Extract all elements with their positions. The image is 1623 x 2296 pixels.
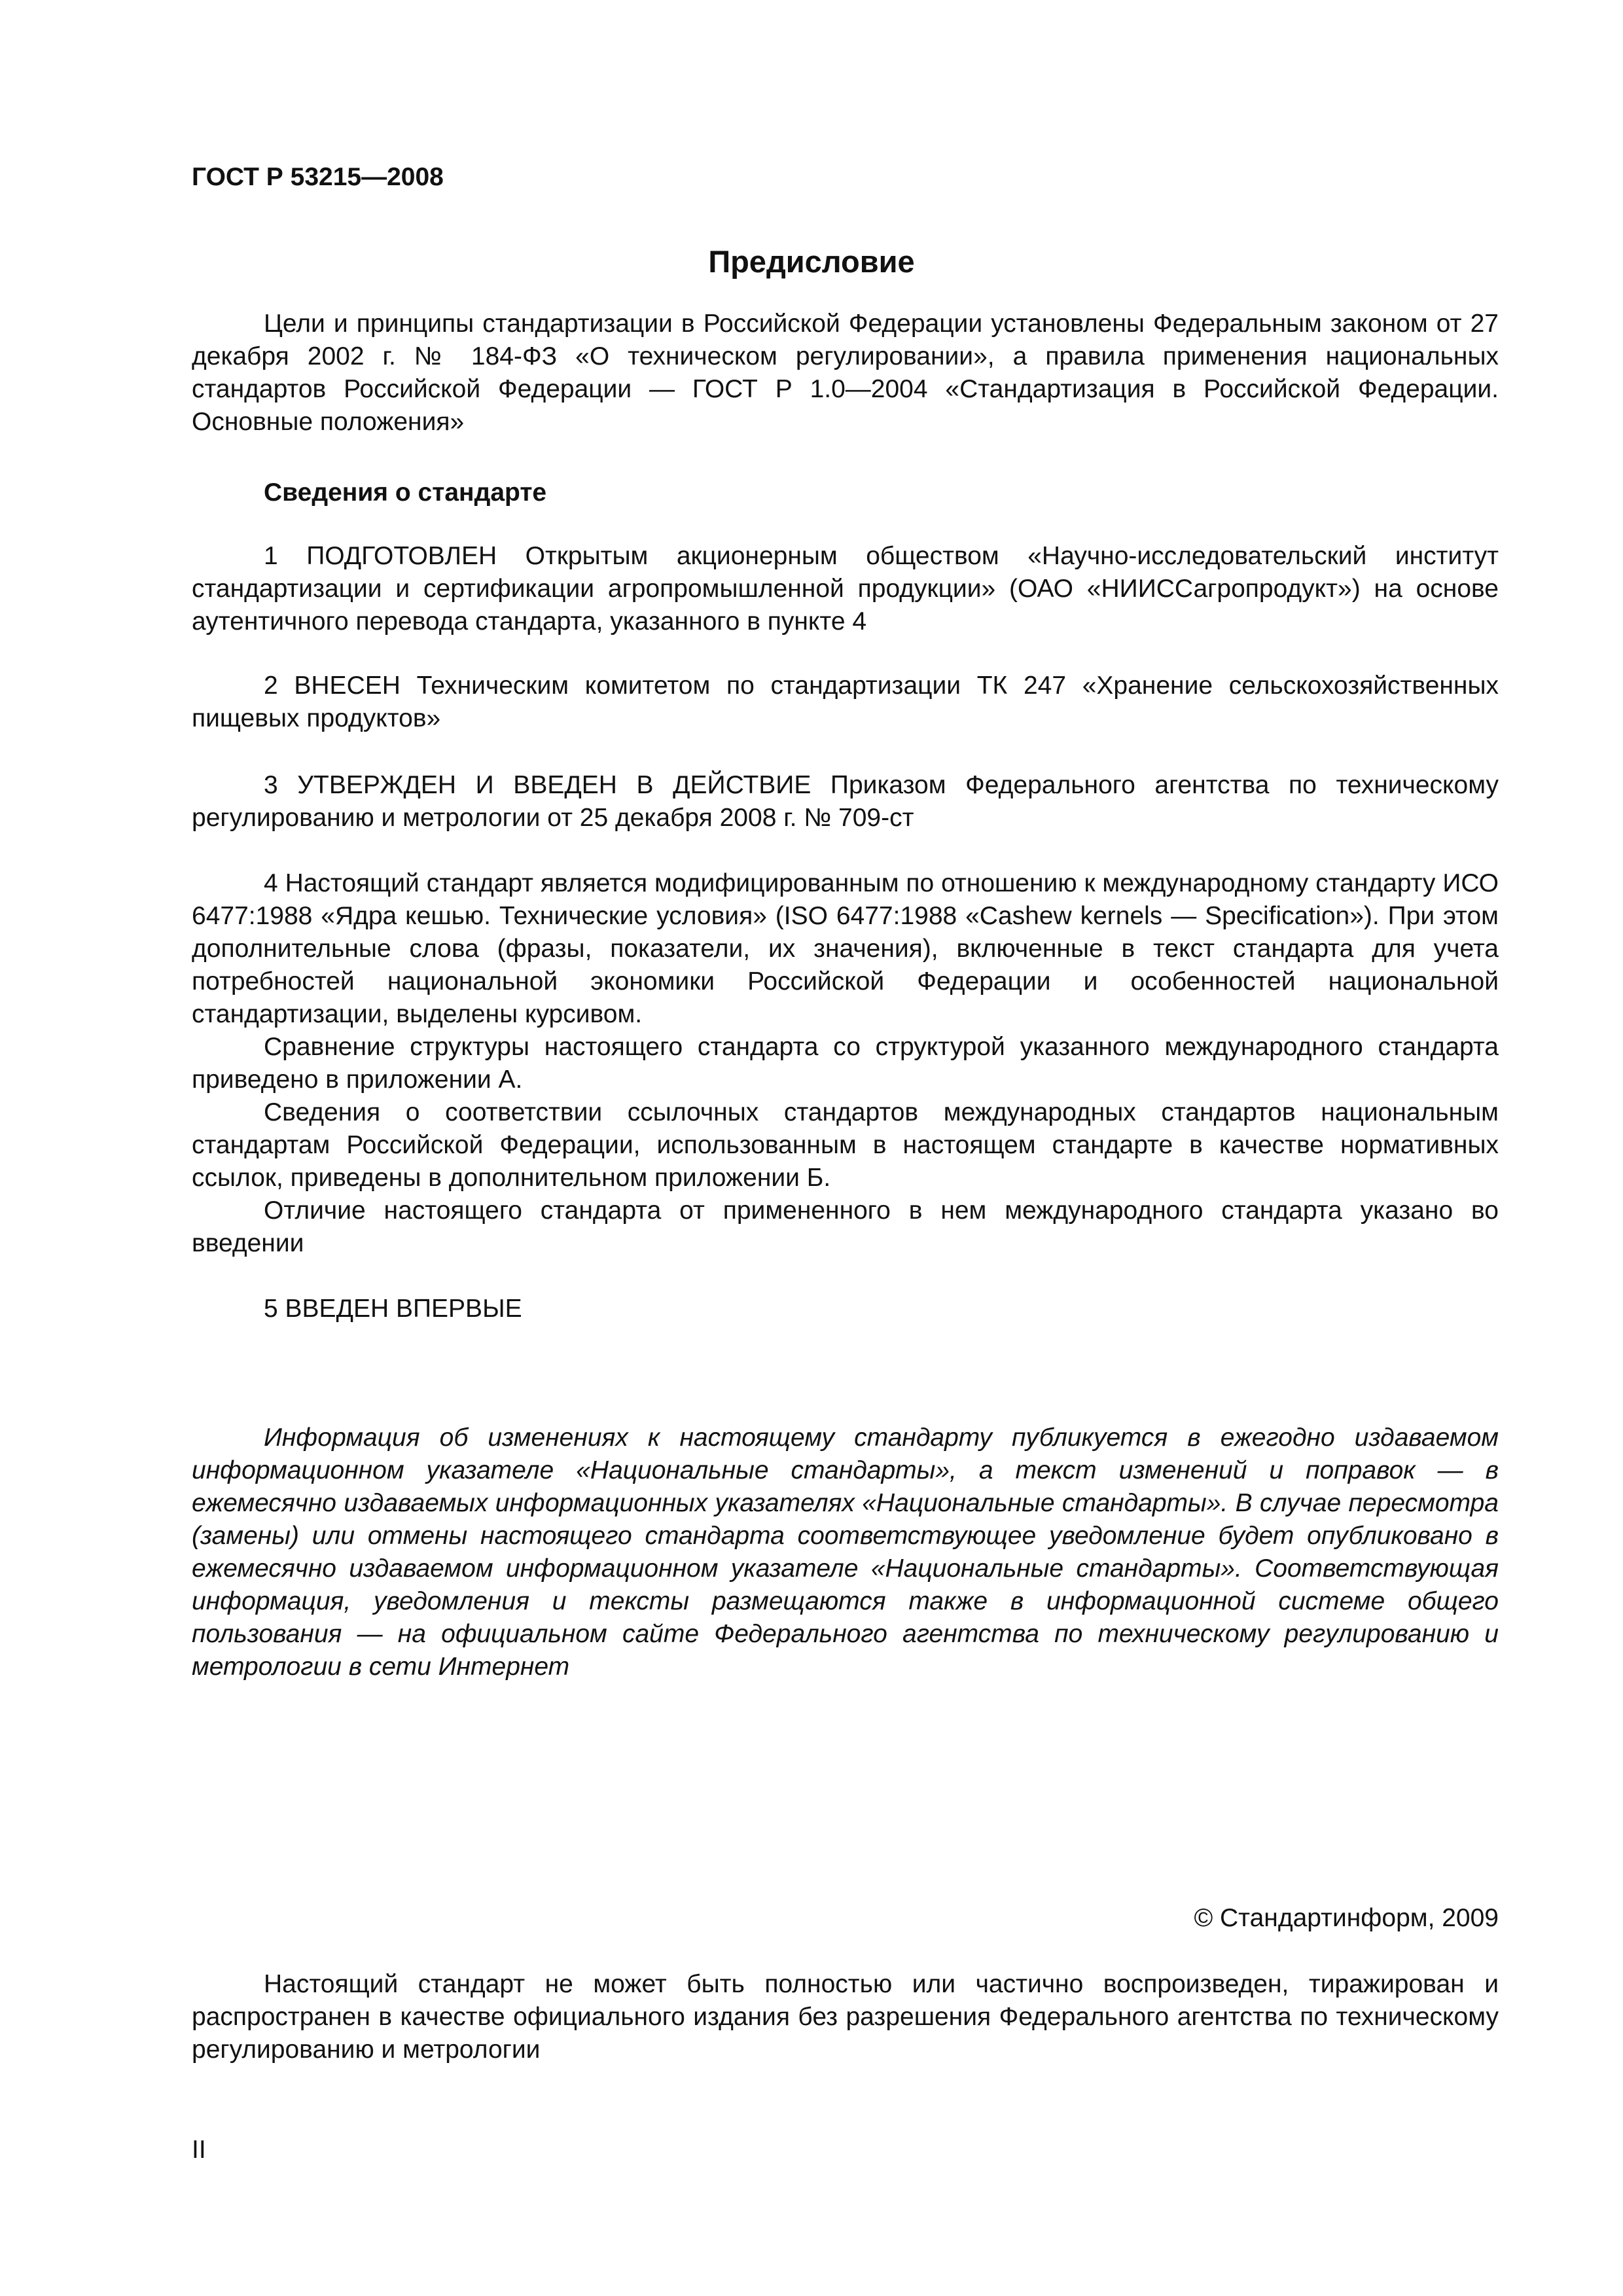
item-3-paragraph: 3 УТВЕРЖДЕН И ВВЕДЕН В ДЕЙСТВИЕ Приказом Федерального агентства по техническому регулированию и метрологии от 25 декабря 2008 г. № 709-ст [192,771,1499,832]
item-1-paragraph: 1 ПОДГОТОВЛЕН Открытым акционерным обществом «Научно-исследовательский институт стандартизации и сертификации агропромышленной продукции» (ОАО «НИИССагропродукт») на основе аутентичного перевода стандарта, указанного в пункте 4 [192,542,1499,636]
reproduction-notice-paragraph: Настоящий стандарт не может быть полностью или частично воспроизведен, тиражирован и распространен в качестве официального издания без разрешения Федерального агентства по техническому регулированию и метрологии [192,1970,1499,2064]
item-4-differences-paragraph: Отличие настоящего стандарта от примененного в нем международного стандарта указано во введении [192,1196,1499,1257]
changes-notice-paragraph: Информация об изменениях к настоящему стандарту публикуется в ежегодно издаваемом информационном указателе «Национальные стандарты», а текст изменений и поправок — в ежемесячно издаваемых информационных указателях «Национальные стандарты». В случае пересмотра (замены) или отмены настоящего стандарта соответствующее уведомление будет опубликовано в ежемесячно издаваемом информационном указателе «Национальные стандарты». Соответствующая информация, уведомления и тексты размещаются также в информационной системе общего пользования — на официальном сайте Федерального агентства по техническому регулированию и метрологии в сети Интернет [192,1424,1499,1681]
intro-paragraph: Цели и принципы стандартизации в Российской Федерации установлены Федеральным законом от 27 декабря 2002 г. № 184-ФЗ «О техническом регулировании», а правила применения национальных стандартов Российской Федерации — ГОСТ Р 1.0—2004 «Стандартизация в Российской Федерации. Основные положения» [192,310,1499,436]
page-number: II [192,2136,206,2164]
document-code: ГОСТ Р 53215—2008 [192,163,444,191]
item-4-references-paragraph: Сведения о соответствии ссылочных стандартов международных стандартов национальным стандартам Российской Федерации, использованным в настоящем стандарте в качестве нормативных ссылок, приведены в дополнительном приложении Б. [192,1098,1499,1192]
item-5-paragraph: 5 ВВЕДЕН ВПЕРВЫЕ [264,1295,522,1323]
item-4-paragraph: 4 Настоящий стандарт является модифицированным по отношению к международному стандарту ИСО 6477:1988 «Ядра кешью. Технические условия» (ISO 6477:1988 «Cashew kernels — Specification»). При этом дополнительные слова (фразы, показатели, их значения), включенные в текст стандарта для учета потребностей национальной экономики Российской Федерации и особенностей национальной стандартизации, выделены курсивом. [192,869,1499,1028]
copyright-line: © Стандартинформ, 2009 [1194,1904,1499,1932]
item-4-block [192,867,1499,1260]
item-4-comparison-paragraph: Сравнение структуры настоящего стандарта со структурой указанного международного стандарта приведено в приложении А. [192,1033,1499,1094]
item-2-paragraph: 2 ВНЕСЕН Техническим комитетом по стандартизации ТК 247 «Хранение сельскохозяйственных пищевых продуктов» [192,672,1499,732]
page-title: Предисловие [708,244,915,279]
section-heading: Сведения о стандарте [264,478,547,507]
